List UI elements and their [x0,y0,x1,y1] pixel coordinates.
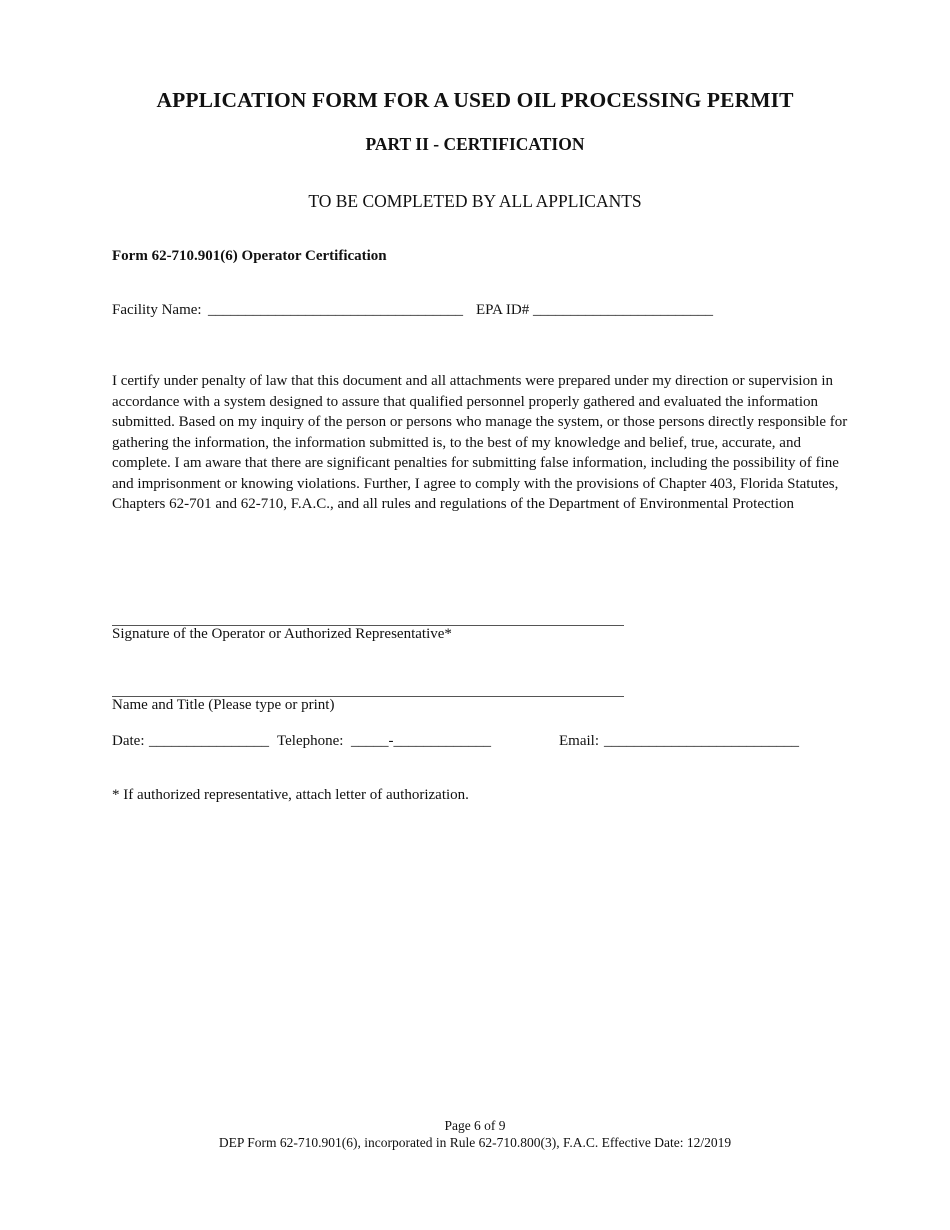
page-title: APPLICATION FORM FOR A USED OIL PROCESSING PERMIT [156,88,794,112]
facility-name-label: Facility Name: [112,302,202,318]
form-heading: Form 62-710.901(6) Operator Certification [112,248,387,264]
telephone-label: Telephone: [277,733,344,749]
instruction-text: TO BE COMPLETED BY ALL APPLICANTS [308,191,642,211]
name-title-label: Name and Title (Please type or print) [112,697,335,713]
facility-name-field[interactable]: __________________________________ [208,302,463,318]
email-field[interactable]: __________________________ [604,733,799,749]
telephone-field[interactable]: _____-_____________ [351,733,491,749]
signature-label: Signature of the Operator or Authorized Representative* [112,626,452,642]
date-field[interactable]: ________________ [149,733,269,749]
certification-statement: I certify under penalty of law that this document and all attachments were prepared under my direction or supervision in accordance with a system designed to assure that qualified personnel properly gathered and evaluated the information submitted. Based on my inquiry of the person or persons who manage the system, or those persons directly responsible for gathering the information, the information submitted is, to the best of my knowledge and belief, true, accurate, and complete. I am aware that there are significant penalties for submitting false information, including the possibility of fine and imprisonment or knowing violations. Further, I agree to comply with the provisions of Chapter 403, Florida Statutes, Chapters 62-701 and 62-710, F.A.C., and all rules and regulations of the Department of Environmental Protection [112,373,848,512]
email-label: Email: [559,733,599,749]
form-reference: DEP Form 62-710.901(6), incorporated in Rule 62-710.800(3), F.A.C. Effective Date: 12/2019 [218,1135,732,1150]
epa-id-label: EPA ID# [476,302,530,318]
date-label: Date: [112,733,145,749]
epa-id-field[interactable]: ________________________ [533,302,713,318]
page-number: Page 6 of 9 [444,1118,506,1133]
authorization-footnote: * If authorized representative, attach letter of authorization. [112,787,469,803]
part-subtitle: PART II - CERTIFICATION [365,134,585,154]
